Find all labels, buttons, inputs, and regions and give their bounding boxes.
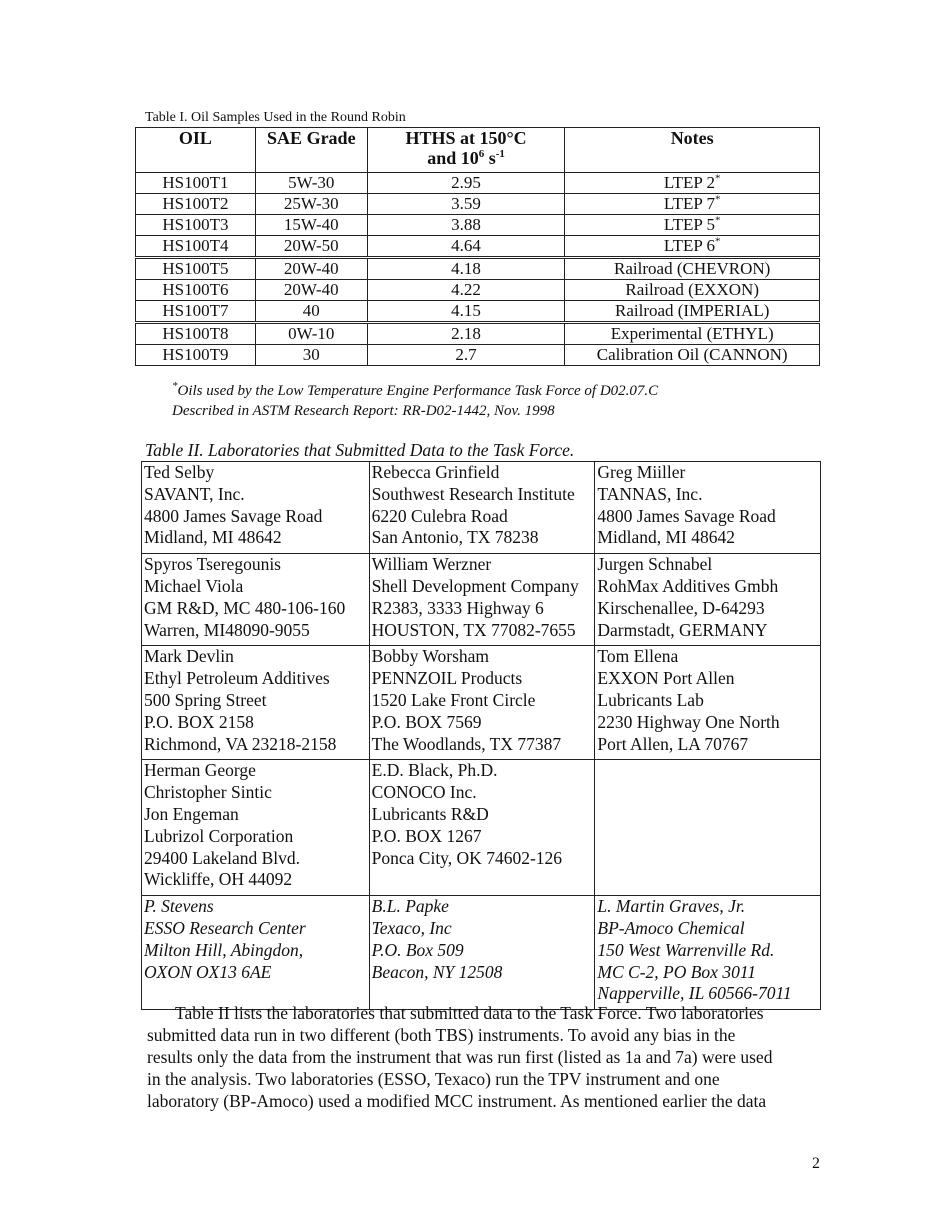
lab-contact-line: 4800 James Savage Road: [144, 505, 323, 526]
lab-contact-line: Christopher Sintic: [144, 782, 272, 803]
lab-contact-line: Ponca City, OK 74602-126: [371, 847, 563, 868]
header-sae-grade: SAE Grade: [255, 128, 367, 173]
lab-contact-line: Midland, MI 48642: [597, 527, 735, 548]
lab-contact-line: Shell Development Company: [371, 575, 579, 596]
table-row: [142, 554, 821, 646]
notes-text: LTEP 6: [663, 236, 716, 255]
cell-notes: [565, 236, 820, 258]
cell-sae-grade: 5W-30: [255, 173, 367, 194]
lab-contact-line: Midland, MI 48642: [144, 527, 282, 548]
paragraph-line: Table II lists the laboratories that submitted data to the Task Force. Two laboratories: [175, 1003, 764, 1023]
laboratories-table: [141, 461, 821, 1010]
page-number: 2: [812, 1155, 820, 1172]
lab-contact-cell: [369, 896, 595, 1010]
header-hths-exp2: -1: [495, 148, 505, 160]
cell-sae-grade: 30: [255, 345, 367, 366]
lab-contact-line: ESSO Research Center: [144, 917, 306, 938]
notes-footnote-mark: *: [715, 235, 721, 248]
table-row: [142, 896, 821, 1010]
lab-contact-line: E.D. Black, Ph.D.: [371, 760, 498, 781]
lab-contact-line: Milton Hill, Abingdon,: [144, 939, 304, 960]
cell-notes: [565, 194, 820, 215]
cell-sae-grade: 20W-40: [255, 280, 367, 301]
lab-contact-line: Jon Engeman: [144, 803, 239, 824]
lab-contact-line: 6220 Culebra Road: [371, 505, 508, 526]
oil-samples-table: [135, 127, 820, 366]
lab-contact-line: RohMax Additives Gmbh: [597, 575, 779, 596]
lab-contact-line: Jurgen Schnabel: [597, 554, 713, 575]
header-hths-s: s: [484, 148, 496, 168]
table-row: [136, 173, 820, 194]
lab-contact-line: PENNZOIL Products: [371, 668, 523, 689]
paragraph-line: results only the data from the instrument that was run first (listed as 1a and 7a) were used: [147, 1047, 773, 1067]
lab-contact-line: R2383, 3333 Highway 6: [371, 597, 544, 618]
header-oil: OIL: [136, 128, 256, 173]
lab-contact-line: Napperville, IL 60566-7011: [597, 983, 792, 1004]
footnote-mark: *: [172, 380, 178, 392]
lab-contact-line: Spyros Tseregounis: [144, 554, 281, 575]
lab-contact-line: Darmstadt, GERMANY: [597, 619, 768, 640]
lab-contact-cell: [595, 646, 821, 760]
cell-notes: [565, 258, 820, 280]
lab-contact-line: Beacon, NY 12508: [371, 961, 503, 982]
notes-text: LTEP 2: [663, 173, 716, 192]
cell-sae-grade: 15W-40: [255, 215, 367, 236]
table-row: [136, 323, 820, 345]
cell-sae-grade: 20W-40: [255, 258, 367, 280]
cell-oil: HS100T1: [136, 173, 256, 194]
lab-contact-cell: [595, 760, 821, 896]
lab-contact-line: B.L. Papke: [371, 896, 449, 917]
cell-sae-grade: 20W-50: [255, 236, 367, 258]
lab-contact-line: Lubrizol Corporation: [144, 825, 294, 846]
table-row: [136, 301, 820, 323]
cell-oil: HS100T8: [136, 323, 256, 345]
lab-contact-line: Richmond, VA 23218-2158: [144, 733, 337, 754]
cell-notes: [565, 173, 820, 194]
lab-contact-line: William Werzner: [371, 554, 492, 575]
lab-contact-line: Bobby Worsham: [371, 646, 490, 667]
lab-contact-line: Lubricants Lab: [597, 689, 704, 710]
lab-contact-cell: [142, 646, 370, 760]
cell-hths: 4.22: [367, 280, 565, 301]
lab-contact-line: Lubricants R&D: [371, 803, 489, 824]
lab-contact-line: 500 Spring Street: [144, 689, 267, 710]
lab-contact-line: 150 West Warrenville Rd.: [597, 939, 775, 960]
lab-contact-line: 2230 Highway One North: [597, 711, 780, 732]
lab-contact-line: Rebecca Grinfield: [371, 462, 500, 482]
lab-contact-cell: [369, 554, 595, 646]
cell-hths: 2.7: [367, 345, 565, 366]
cell-oil: HS100T7: [136, 301, 256, 323]
body-paragraph: [147, 1002, 827, 1112]
table-row: [142, 646, 821, 760]
lab-contact-line: Kirschenallee, D-64293: [597, 597, 765, 618]
lab-contact-line: Tom Ellena: [597, 646, 679, 667]
lab-contact-line: Herman George: [144, 760, 256, 781]
lab-contact-line: Port Allen, LA 70767: [597, 733, 749, 754]
cell-oil: HS100T3: [136, 215, 256, 236]
table-row: [136, 194, 820, 215]
cell-hths: 3.88: [367, 215, 565, 236]
table-row: [136, 236, 820, 258]
lab-contact-cell: [369, 462, 595, 554]
table-row: [136, 215, 820, 236]
table-row: [136, 345, 820, 366]
footnote-line1: Oils used by the Low Temperature Engine Performance Task Force of D02.07.C: [177, 383, 659, 399]
table-row: [142, 760, 821, 896]
cell-sae-grade: 40: [255, 301, 367, 323]
lab-contact-line: P.O. Box 509: [371, 939, 464, 960]
header-hths-and: and 10: [427, 148, 479, 168]
lab-contact-line: Wickliffe, OH 44092: [144, 869, 293, 890]
notes-text: Railroad (EXXON): [625, 280, 759, 299]
lab-contact-line: CONOCO Inc.: [371, 782, 477, 803]
cell-oil: HS100T2: [136, 194, 256, 215]
lab-contact-cell: [369, 760, 595, 896]
table-header-row: [136, 128, 820, 173]
table-row: [136, 280, 820, 301]
lab-contact-line: P.O. BOX 1267: [371, 825, 482, 846]
notes-footnote-mark: *: [715, 193, 721, 206]
lab-contact-line: Texaco, Inc: [371, 917, 452, 938]
cell-notes: [565, 323, 820, 345]
table1-caption: Table I. Oil Samples Used in the Round Robin: [145, 110, 406, 125]
paragraph-line: in the analysis. Two laboratories (ESSO, Texaco) run the TPV instrument and one: [147, 1069, 720, 1089]
cell-hths: 4.18: [367, 258, 565, 280]
cell-hths: 2.95: [367, 173, 565, 194]
lab-contact-line: Greg Miiller: [597, 462, 686, 482]
footnote-line2: Described in ASTM Research Report: RR-D02-1442, Nov. 1998: [172, 403, 555, 419]
lab-contact-line: TANNAS, Inc.: [597, 483, 703, 504]
cell-notes: [565, 301, 820, 323]
notes-text: Railroad (CHEVRON): [614, 259, 771, 278]
lab-contact-line: MC C-2, PO Box 3011: [597, 961, 757, 982]
cell-hths: 2.18: [367, 323, 565, 345]
lab-contact-line: 4800 James Savage Road: [597, 505, 776, 526]
lab-contact-cell: [142, 896, 370, 1010]
notes-text: LTEP 5: [663, 215, 716, 234]
lab-contact-line: OXON OX13 6AE: [144, 961, 272, 982]
cell-notes: [565, 345, 820, 366]
notes-footnote-mark: *: [715, 172, 721, 185]
cell-oil: HS100T6: [136, 280, 256, 301]
lab-contact-line: 1520 Lake Front Circle: [371, 689, 536, 710]
notes-text: LTEP 7: [663, 194, 716, 213]
lab-contact-line: P. Stevens: [144, 896, 214, 917]
table2-caption: Table II. Laboratories that Submitted Data to the Task Force.: [145, 440, 575, 460]
cell-notes: [565, 280, 820, 301]
lab-contact-line: P.O. BOX 7569: [371, 711, 482, 732]
cell-hths: 3.59: [367, 194, 565, 215]
cell-notes: [565, 215, 820, 236]
lab-contact-line: GM R&D, MC 480-106-160: [144, 597, 346, 618]
lab-contact-line: The Woodlands, TX 77387: [371, 733, 562, 754]
lab-contact-cell: [595, 462, 821, 554]
lab-contact-line: Ethyl Petroleum Additives: [144, 668, 330, 689]
lab-contact-line: Michael Viola: [144, 575, 244, 596]
lab-contact-line: Mark Devlin: [144, 646, 234, 667]
lab-contact-line: 29400 Lakeland Blvd.: [144, 847, 301, 868]
lab-contact-cell: [142, 462, 370, 554]
cell-oil: HS100T4: [136, 236, 256, 258]
lab-contact-line: Ted Selby: [144, 462, 215, 482]
lab-contact-line: BP-Amoco Chemical: [597, 917, 745, 938]
cell-oil: HS100T5: [136, 258, 256, 280]
notes-text: Experimental (ETHYL): [610, 324, 774, 343]
lab-contact-cell: [142, 554, 370, 646]
paragraph-line: laboratory (BP-Amoco) used a modified MCC instrument. As mentioned earlier the data: [147, 1091, 767, 1111]
lab-contact-line: HOUSTON, TX 77082-7655: [371, 619, 576, 640]
notes-text: Calibration Oil (CANNON): [596, 345, 788, 364]
header-notes: Notes: [565, 128, 820, 173]
table-row: [136, 258, 820, 280]
lab-contact-line: SAVANT, Inc.: [144, 483, 245, 504]
header-hths-line1: HTHS at 150°C: [405, 128, 527, 148]
lab-contact-cell: [142, 760, 370, 896]
header-hths-exp1: 6: [478, 148, 485, 160]
cell-hths: 4.64: [367, 236, 565, 258]
notes-text: Railroad (IMPERIAL): [614, 301, 770, 320]
cell-sae-grade: 25W-30: [255, 194, 367, 215]
lab-contact-line: Southwest Research Institute: [371, 483, 575, 504]
notes-footnote-mark: *: [715, 214, 721, 227]
lab-contact-line: Warren, MI48090-9055: [144, 619, 310, 640]
lab-contact-line: San Antonio, TX 78238: [371, 527, 539, 548]
header-hths: [367, 128, 565, 173]
lab-contact-line: P.O. BOX 2158: [144, 711, 254, 732]
cell-sae-grade: 0W-10: [255, 323, 367, 345]
lab-contact-cell: [369, 646, 595, 760]
table1-footnote: [172, 381, 658, 421]
lab-contact-line: L. Martin Graves, Jr.: [597, 896, 746, 917]
cell-hths: 4.15: [367, 301, 565, 323]
table-row: [142, 462, 821, 554]
lab-contact-cell: [595, 896, 821, 1010]
lab-contact-cell: [595, 554, 821, 646]
cell-oil: HS100T9: [136, 345, 256, 366]
paragraph-line: submitted data run in two different (both TBS) instruments. To avoid any bias in the: [147, 1025, 736, 1045]
lab-contact-line: EXXON Port Allen: [597, 668, 735, 689]
